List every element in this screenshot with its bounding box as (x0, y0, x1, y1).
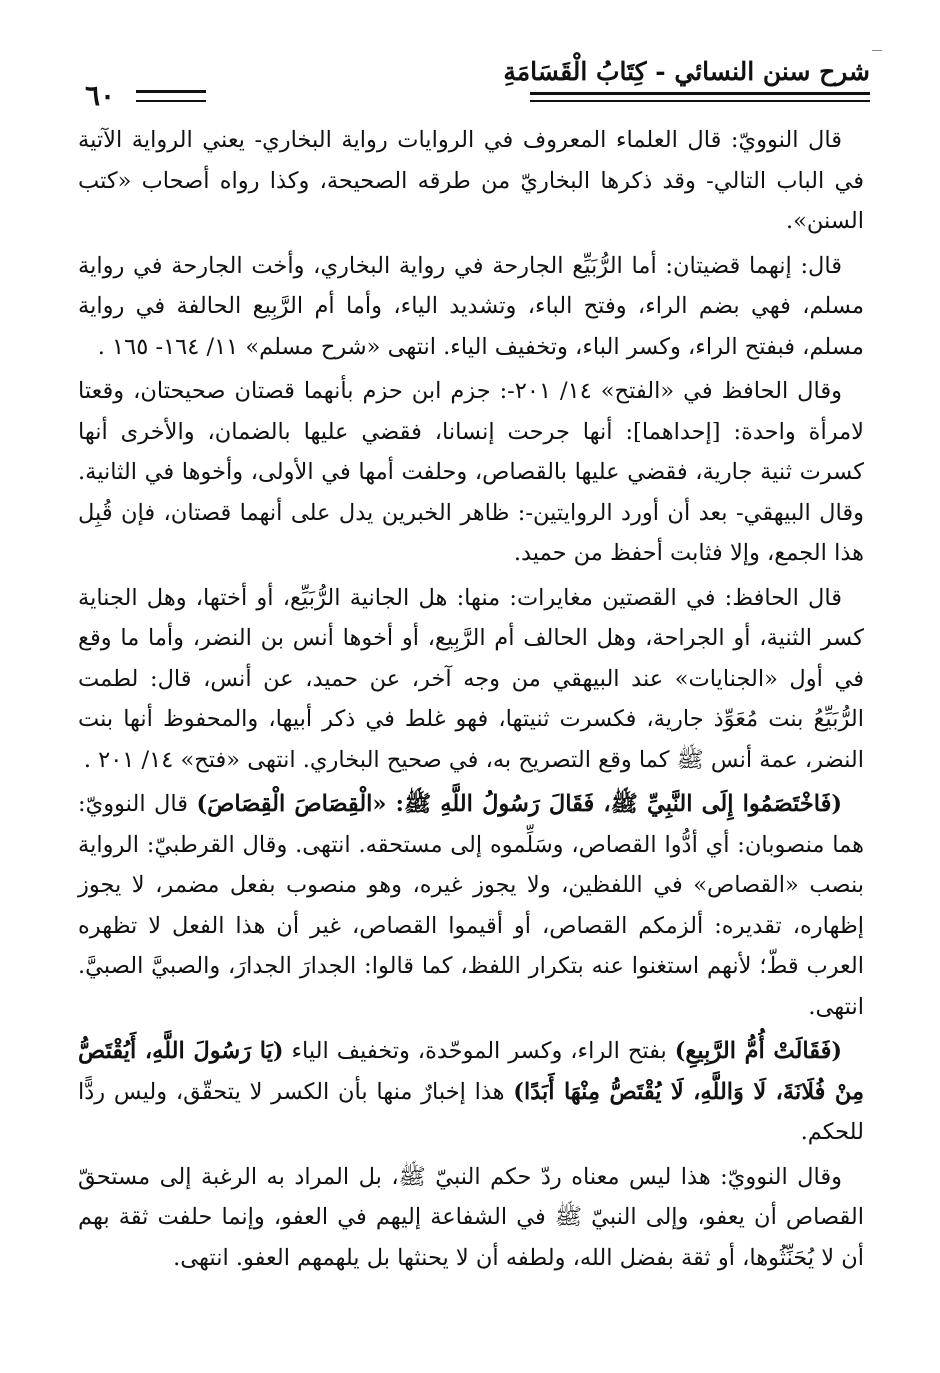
paragraph-text: بفتح الراء، وكسر الموحّدة، وتخفيف الياء (283, 1038, 675, 1064)
paragraph-5 (78, 784, 864, 1027)
page-header (70, 48, 870, 112)
paragraph-7 (78, 1157, 864, 1279)
paragraph-1 (78, 120, 864, 242)
paragraph-text: وقال النوويّ: هذا ليس معناه ردّ حكم النبيّ ﷺ، بل المراد به الرغبة إلى مستحقّ القصاص أن يعفو، وإلى النبيّ ﷺ في الشفاعة إليهم في العفو، وإنما حلفت ثقة بهم أن لا يُحَنِّثُوها، أو ثقة بفضل الله، ولطفه أن لا يحنثها بل يلهمهم العفو. انتهى. (78, 1163, 864, 1271)
header-rule-left (136, 90, 206, 102)
header-rule-right (530, 92, 870, 102)
paragraph-text: قال النوويّ: هما منصوبان: أي أدُّوا القصاص، وسَلِّموه إلى مستحقه. انتهى. وقال القرطبيّ: الرواية بنصب «القصاص» في اللفظين، ولا يجوز غيره، وهو منصوب بفعل مضمر، لا يجوز إظهاره، تقديره: ألزمكم القصاص، أو أقيموا القصاص، غير أن هذا الفعل لا تظهره العرب قطّ؛ لأنهم استغنوا عنه بتكرار اللفظ، كما قالوا: الجدارَ الجدارَ، والصبيَّ الصبيَّ. انتهى. (78, 791, 864, 1020)
paragraph-6 (78, 1031, 864, 1153)
paragraph-3 (78, 371, 864, 574)
paragraph-text: وقال الحافظ في «الفتح» ١٤/ ٢٠١-: جزم ابن حزم بأنهما قصتان صحيحتان، وقعتا لامرأة واحدة: [إحداهما]: أنها جرحت إنسانا، فقضي عليها بالضمان، والأخرى أنها كسرت ثنية جارية، فقضي عليها بالقصاص، وحلفت أمها في الأولى، وأخوها في الثانية. وقال البيهقي- بعد أن أورد الروايتين-: ظاهر الخبرين يدل على أنهما قصتان، فإن قُبِل هذا الجمع، وإلا فثابت أحفظ من حميد. (78, 378, 864, 566)
paragraph-text: قال النوويّ: قال العلماء المعروف في الروايات رواية البخاري- يعني الرواية الآتية في الباب التالي- وقد ذكرها البخاريّ من طرقه الصحيحة، وكذا رواه أصحاب «كتب السنن». (78, 127, 864, 234)
paragraph-text: قال الحافظ: في القصتين مغايرات: منها: هل الجانية الرُّبَيِّع، أو أختها، وهل الجناية كسر الثنية، أو الجراحة، وهل الحالف أم الرَّبِيع، أو أخوها أنس بن النضر، وأما ما وقع في أول «الجنايات» عند البيهقي من وجه آخر، عن حميد، عن أنس، قال: لطمت الرُّبَيِّعُ بنت مُعَوِّذ جارية، فكسرت ثنيتها، فهو غلط في ذكر أبيها، والمحفوظ أنها بنت النضر، عمة أنس ﷺ كما وقع التصريح به، في صحيح البخاري. انتهى «فتح» ١٤/ ٢٠١ . (78, 584, 864, 773)
paragraph-text: قال: إنهما قضيتان: أما الرُّبَيِّع الجارحة في رواية البخاري، وأخت الجارحة في رواية مسلم، فهي بضم الراء، وفتح الباء، وتشديد الياء، وأما أم الرَّبِيع الحالفة في رواية مسلم، فبفتح الراء، وكسر الباء، وتخفيف الياء. انتهى «شرح مسلم» ١١/ ١٦٤- ١٦٥ . (78, 252, 864, 360)
paragraph-2 (78, 246, 864, 368)
page-number: ٦٠ (84, 79, 116, 112)
margin-mark (872, 50, 882, 51)
running-title: شرح سنن النسائي - كِتَابُ الْقَسَامَةِ (503, 57, 870, 86)
hadith-quote: (فَقَالَتْ أُمُّ الرَّبِيعِ) (674, 1038, 842, 1064)
hadith-quote: (فَاخْتَصَمُوا إِلَى النَّبِيِّ ﷺ، فَقَالَ رَسُولُ اللَّهِ ﷺ: «الْقِصَاصَ الْقِصَاصَ) (196, 791, 842, 817)
body-text (78, 120, 864, 1282)
paragraph-text: هذا إخبارٌ منها بأن الكسر لا يتحقّق، وليس ردًّا للحكم. (78, 1078, 864, 1145)
hadith-quote: (يَا رَسُولَ اللَّهِ، أَيُقْتَصُّ مِنْ فُلَانَةَ، لَا وَاللَّهِ، لَا يُقْتَصُّ مِنْهَا أَبَدًا) (78, 1038, 865, 1105)
paragraph-4 (78, 578, 864, 781)
